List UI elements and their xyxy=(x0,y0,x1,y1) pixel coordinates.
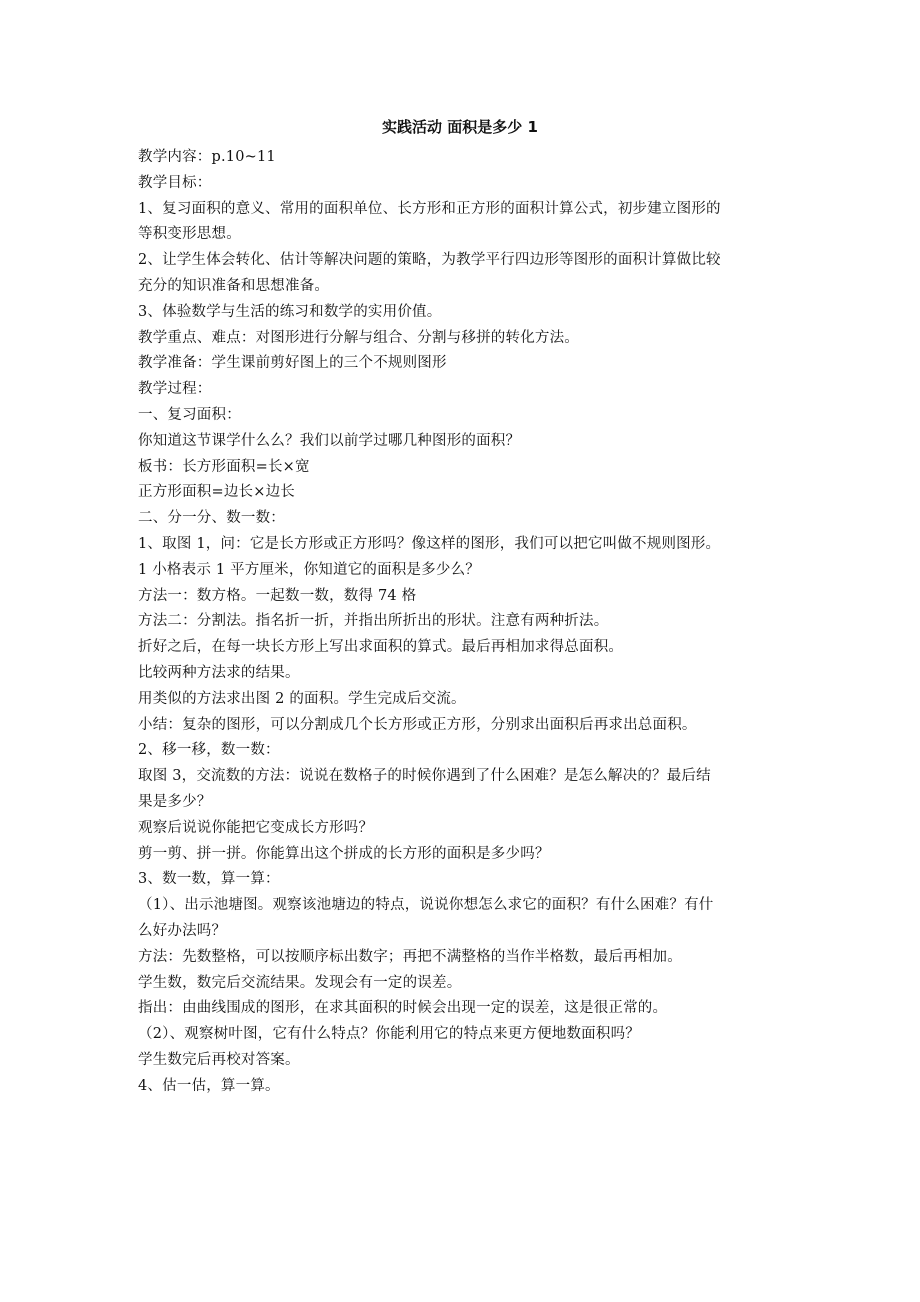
text-line: 1 小格表示 1 平方厘米，你知道它的面积是多少么？ xyxy=(138,561,480,578)
text-line: 方法一：数方格。一起数一数，数得 74 格 xyxy=(138,587,417,604)
text-line: 3、体验数学与生活的练习和数学的实用价值。 xyxy=(138,303,442,320)
text-line: 比较两种方法求的结果。 xyxy=(138,664,300,681)
text-line: 2、移一移，数一数： xyxy=(138,742,280,759)
text-line: 教学准备：学生课前剪好图上的三个不规则图形 xyxy=(138,355,447,372)
text-line: 教学内容：p.10~11 xyxy=(138,149,276,165)
text-line: 2、让学生体会转化、估计等解决问题的策略，为教学平行四边形等图形的面积计算做比较 xyxy=(138,252,721,269)
text-line: 1、取图 1，问：它是长方形或正方形吗？像这样的图形，我们可以把它叫做不规则图形。 xyxy=(138,535,721,552)
text-line: 教学目标： xyxy=(138,174,212,191)
text-line: 3、数一数，算一算： xyxy=(138,871,280,888)
text-line: 用类似的方法求出图 2 的面积。学生完成后交流。 xyxy=(138,690,466,707)
text-line: 板书：长方形面积=长×宽 xyxy=(138,458,310,475)
text-line: 折好之后，在每一块长方形上写出求面积的算式。最后再相加求得总面积。 xyxy=(138,639,624,656)
text-line: 小结：复杂的图形，可以分割成几个长方形或正方形，分别求出面积后再求出总面积。 xyxy=(138,716,697,733)
document-body xyxy=(138,145,786,1099)
text-line: 方法二：分割法。指名折一折，并指出所折出的形状。注意有两种折法。 xyxy=(138,613,609,630)
document-title: 实践活动 面积是多少 1 xyxy=(382,118,538,136)
text-line: 1、复习面积的意义、常用的面积单位、长方形和正方形的面积计算公式，初步建立图形的 xyxy=(138,200,721,217)
text-line: 取图 3，交流数的方法：说说在数格子的时候你遇到了什么困难？是怎么解决的？最后结 xyxy=(138,768,711,785)
text-line: 二、分一分、数一数： xyxy=(138,510,285,527)
text-line: 充分的知识准备和思想准备。 xyxy=(138,277,330,294)
text-line: 正方形面积=边长×边长 xyxy=(138,484,295,501)
text-line: 学生数，数完后交流结果。发现会有一定的误差。 xyxy=(138,974,462,991)
text-line: 4、估一估，算一算。 xyxy=(138,1077,280,1094)
text-line: 你知道这节课学什么么？我们以前学过哪几种图形的面积？ xyxy=(138,432,521,449)
text-line: 教学重点、难点：对图形进行分解与组合、分割与移拼的转化方法。 xyxy=(138,329,579,346)
text-line: 么好办法吗？ xyxy=(138,922,227,939)
text-line: 指出：由曲线围成的图形，在求其面积的时候会出现一定的误差，这是很正常的。 xyxy=(138,1000,668,1017)
text-line: （1）、出示池塘图。观察该池塘边的特点，说说你想怎么求它的面积？有什么困难？有什 xyxy=(138,897,714,914)
text-line: 教学过程： xyxy=(138,381,212,398)
text-line: 方法：先数整格，可以按顺序标出数字；再把不满整格的当作半格数，最后再相加。 xyxy=(138,948,682,965)
text-line: 等积变形思想。 xyxy=(138,226,241,243)
text-line: 观察后说说你能把它变成长方形吗？ xyxy=(138,819,374,836)
text-line: （2）、观察树叶图，它有什么特点？你能利用它的特点来更方便地数面积吗？ xyxy=(138,1026,640,1043)
text-line: 一、复习面积： xyxy=(138,406,241,423)
text-line: 学生数完后再校对答案。 xyxy=(138,1051,300,1068)
text-line: 剪一剪、拼一拼。你能算出这个拼成的长方形的面积是多少吗？ xyxy=(138,845,550,862)
text-line: 果是多少？ xyxy=(138,793,212,810)
